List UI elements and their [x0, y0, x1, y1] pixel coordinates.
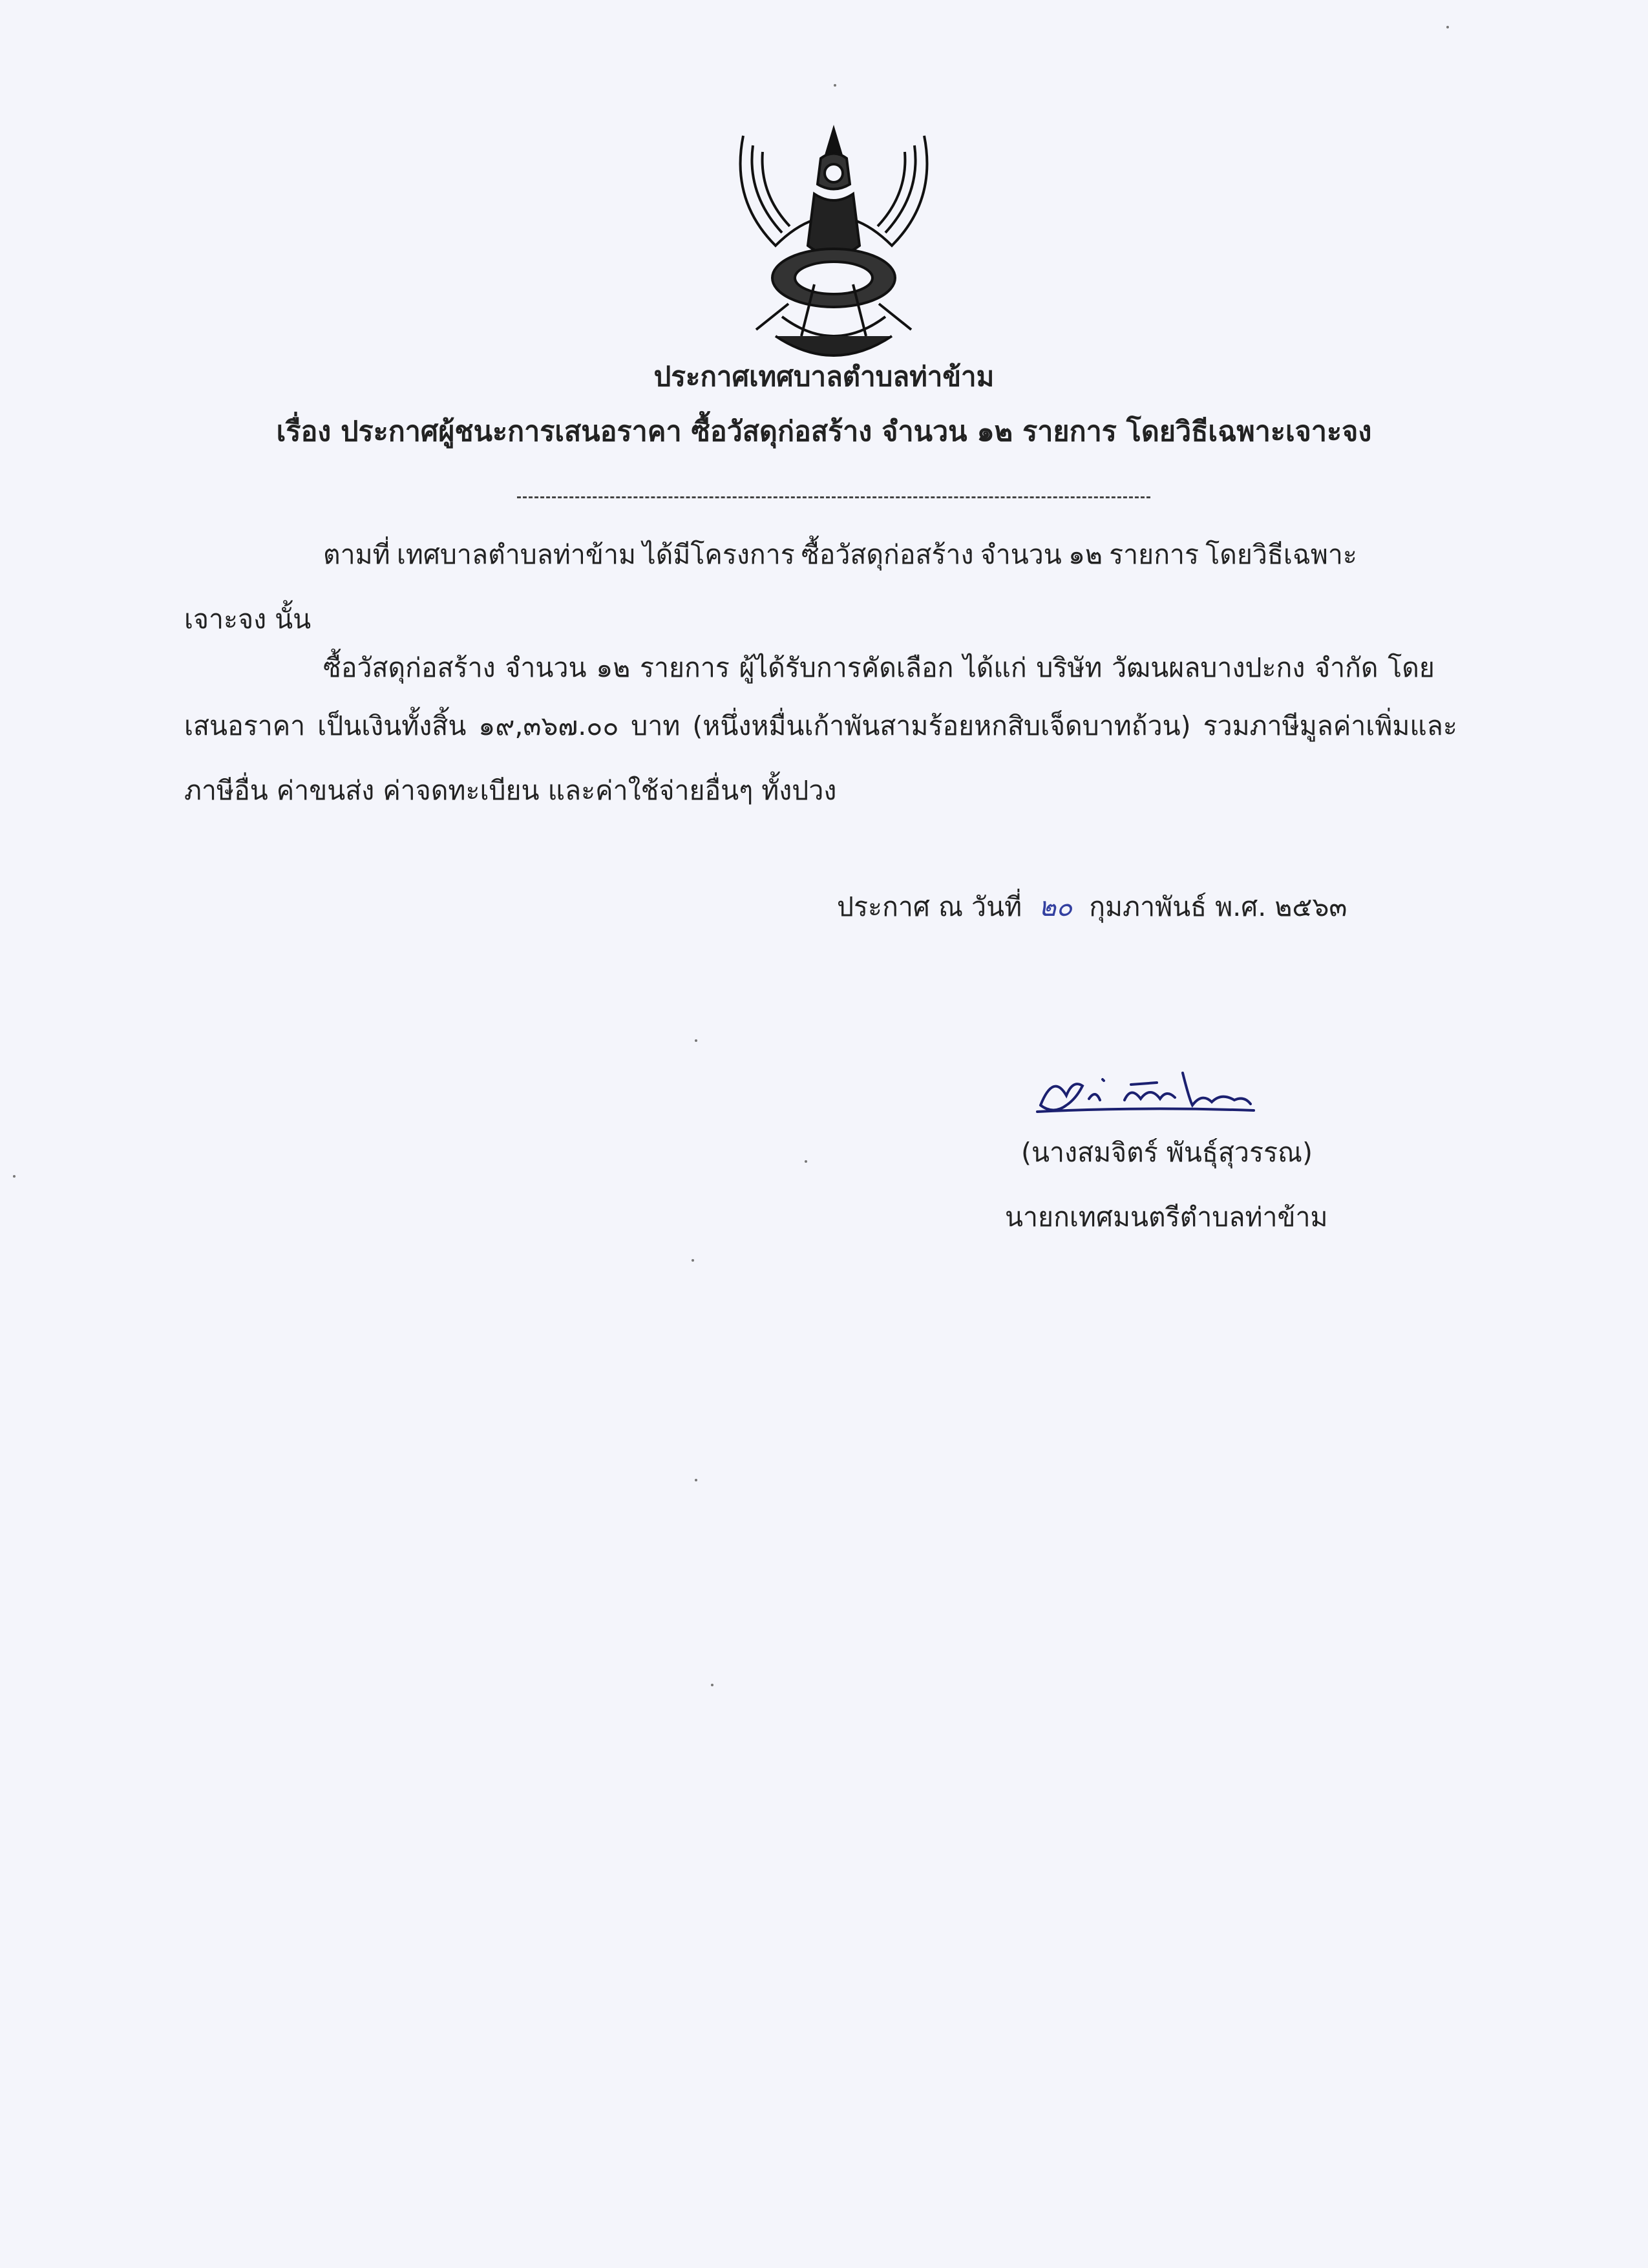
text-word: บริษัท	[1036, 652, 1103, 683]
text-word: ได้มีโครงการ	[642, 539, 795, 570]
handwritten-day: ๒๐	[1039, 891, 1073, 922]
scan-speck	[805, 1160, 807, 1163]
scan-speck	[695, 1479, 697, 1481]
text-word: รายการ	[1109, 539, 1199, 570]
scan-speck	[1446, 26, 1449, 28]
text-word: ๑๒	[1068, 539, 1103, 570]
paragraph-2-line-3: ภาษีอื่น ค่าขนส่ง ค่าจดทะเบียน และค่าใช้จ่ายอื่นๆ ทั้งปวง	[184, 775, 837, 806]
text-word: ผู้ได้รับการคัดเลือก	[739, 652, 954, 683]
text-word: ซื้อวัสดุก่อสร้าง	[323, 652, 496, 683]
text-word: จำนวน	[505, 652, 587, 683]
text-word: เสนอราคา	[184, 710, 306, 741]
text-word: เทศบาลตำบลท่าข้าม	[396, 539, 636, 570]
text-word: รวมภาษีมูลค่าเพิ่มและ	[1203, 710, 1457, 741]
date-prefix: ประกาศ ณ วันที่	[837, 891, 1022, 922]
paragraph-2-line-1	[323, 650, 1435, 686]
authority-heading: ประกาศเทศบาลตำบลท่าข้าม	[653, 361, 995, 392]
signatory-name: (นางสมจิตร์ พันธุ์สุวรรณ)	[1021, 1137, 1313, 1168]
announcement-date	[837, 889, 1347, 925]
paragraph-2-line-2	[184, 708, 1457, 744]
date-month-year: กุมภาพันธ์ พ.ศ. ๒๕๖๓	[1089, 891, 1347, 922]
scan-speck	[695, 1039, 697, 1042]
text-word: โดยวิธีเฉพาะ	[1205, 539, 1357, 570]
text-word: โดย	[1388, 652, 1435, 683]
paragraph-1-line-2: เจาะจง นั้น	[184, 604, 312, 635]
scan-speck	[13, 1175, 16, 1178]
garuda-emblem	[717, 123, 950, 375]
text-word: จำกัด	[1315, 652, 1379, 683]
text-word: จำนวน	[980, 539, 1062, 570]
scan-speck	[692, 1259, 694, 1262]
text-word: เป็นเงินทั้งสิ้น	[317, 710, 467, 741]
paragraph-1-line-1	[323, 536, 1357, 573]
text-word: ได้แก่	[963, 652, 1027, 683]
text-word: ตามที่	[323, 539, 390, 570]
text-word: บาท	[631, 710, 681, 741]
scan-speck	[834, 84, 836, 87]
text-word: วัฒนผลบางปะกง	[1112, 652, 1305, 683]
text-word: ๑๒	[596, 652, 631, 683]
amount-in-words: (หนึ่งหมื่นเก้าพันสามร้อยหกสิบเจ็ดบาทถ้วน)	[692, 710, 1191, 741]
scan-speck	[711, 1684, 713, 1686]
dashed-divider	[517, 496, 1150, 498]
amount-figure: ๑๙,๓๖๗.๐๐	[478, 710, 619, 741]
signatory-position: นายกเทศมนตรีตำบลท่าข้าม	[1005, 1202, 1328, 1233]
handwritten-signature	[1028, 1060, 1267, 1118]
text-word: รายการ	[639, 652, 730, 683]
text-word: ซื้อวัสดุก่อสร้าง	[801, 539, 974, 570]
subject-heading: เรื่อง ประกาศผู้ชนะการเสนอราคา ซื้อวัสดุก่อสร้าง จำนวน ๑๒ รายการ โดยวิธีเฉพาะเจาะจง	[276, 416, 1372, 448]
